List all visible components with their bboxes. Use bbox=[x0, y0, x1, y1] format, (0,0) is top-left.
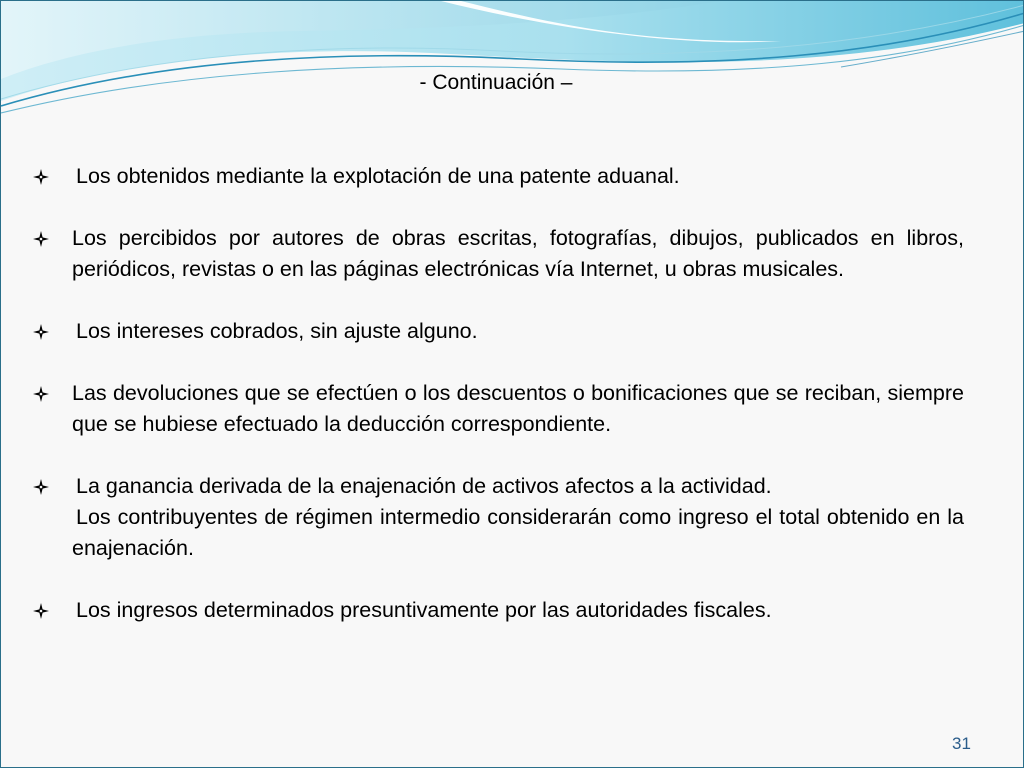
diamond-star-bullet-icon bbox=[33, 324, 49, 340]
list-item-text: La ganancia derivada de la enajenación de activos afectos a la actividad. bbox=[76, 474, 772, 498]
diamond-star-bullet-icon bbox=[33, 169, 49, 185]
list-item-text: Los obtenidos mediante la explotación de una patente aduanal. bbox=[76, 164, 680, 188]
list-item bbox=[29, 378, 964, 440]
list-item bbox=[29, 223, 964, 285]
diamond-star-bullet-icon bbox=[33, 386, 49, 402]
diamond-star-bullet-icon bbox=[33, 479, 49, 495]
bullet-list bbox=[29, 161, 964, 657]
wave-banner-decoration bbox=[1, 1, 1024, 131]
list-item bbox=[29, 595, 964, 626]
diamond-star-bullet-icon bbox=[33, 603, 49, 619]
list-item-text: Los percibidos por autores de obras escritas, fotografías, dibujos, publicados en libros, periódicos, revistas o en las páginas electrónicas vía Internet, u obras musicales. bbox=[72, 226, 964, 281]
diamond-star-bullet-icon bbox=[33, 231, 49, 247]
slide-subtitle: - Continuación – bbox=[419, 71, 573, 94]
list-item bbox=[29, 316, 964, 347]
list-item-text: Los intereses cobrados, sin ajuste alguno. bbox=[76, 319, 478, 343]
list-item-text: Las devoluciones que se efectúen o los descuentos o bonificaciones que se reciban, siempre que se hubiese efectuado la deducción correspondiente. bbox=[72, 381, 964, 436]
page-number: 31 bbox=[952, 734, 971, 753]
list-item-note: Los contribuyentes de régimen intermedio considerarán como ingreso el total obtenido en la enajenación. bbox=[72, 505, 964, 560]
list-item bbox=[29, 161, 964, 192]
list-item bbox=[29, 471, 964, 564]
list-item-text: Los ingresos determinados presuntivamente por las autoridades fiscales. bbox=[76, 598, 772, 622]
